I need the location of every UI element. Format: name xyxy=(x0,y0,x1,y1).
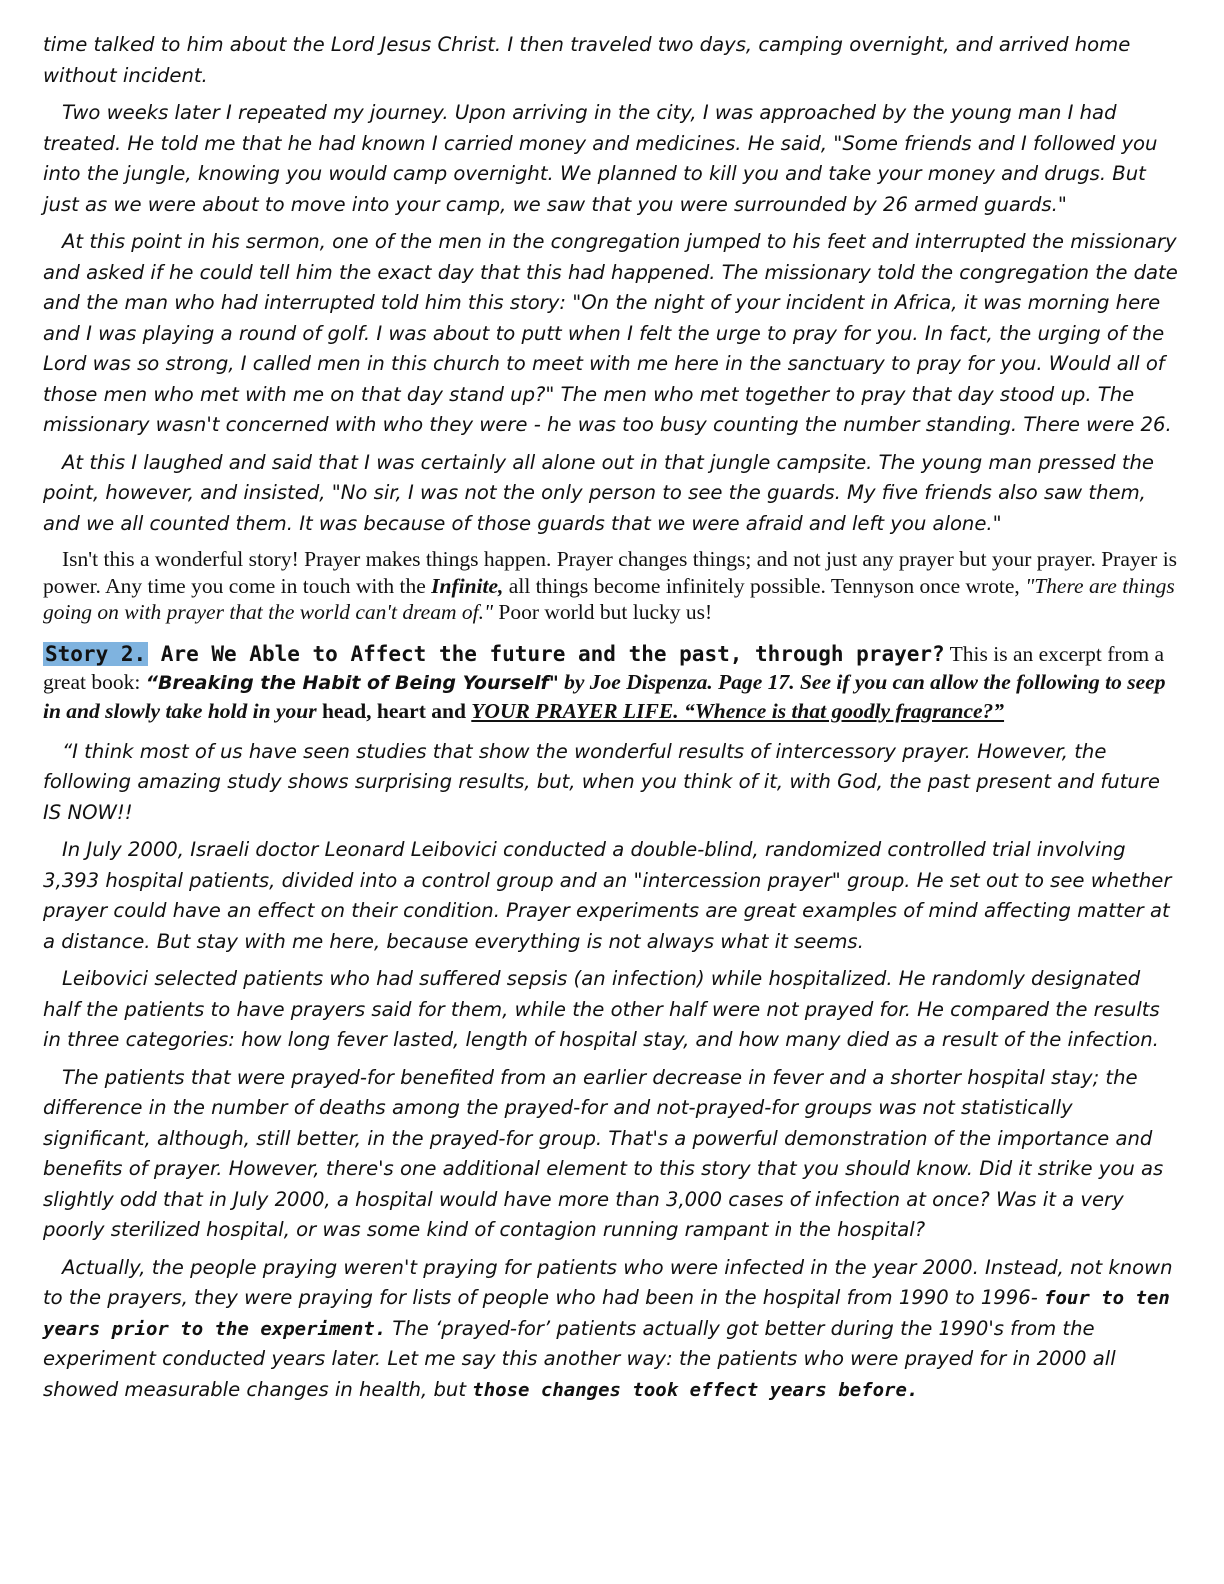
paragraph-7: In July 2000, Israeli doctor Leonard Leibovici conducted a double-blind, randomized controlled trial involving 3,393 hospital patients, divided into a control group and an "intercession prayer" group. He set out to see whether prayer could have an effect on their condition. Prayer experiments are great examples of mind affecting matter at a distance. But stay with me here, because everything is not always what it seems. xyxy=(43,838,1172,953)
book-title: “Breaking the Habit of Being Yourself" xyxy=(145,671,559,694)
paragraph-4: At this I laughed and said that I was certainly all alone out in that jungle campsite. The young man pressed the point, however, and insisted, "No sir, I was not the only person to see the guards. My five friends also saw them, and we all counted them. It was because of those guards that we were afraid and left you alone." xyxy=(43,450,1154,535)
book-author: by Joe Dispenza. Page 17. See if you can allow the following to seep in and slowly take hold in your xyxy=(43,669,1166,723)
paragraph-5 xyxy=(43,546,1183,626)
story-intro: This is an excerpt from a great book: xyxy=(43,641,1164,694)
story-2-heading xyxy=(43,640,1183,725)
infinite-emphasis: Infinite, xyxy=(431,573,504,598)
paragraph-8: Leibovici selected patients who had suffered sepsis (an infection) while hospitalized. He randomly designated half the patients to have prayers said for them, while the other half were not prayed for. He compared the results in three categories: how long fever lasted, length of hospital stay, and how many died as a result of the infection. xyxy=(43,967,1160,1051)
tennyson-quote: "There are things going on with prayer that the world can't dream of." xyxy=(43,573,1175,624)
paragraph-9: The patients that were prayed-for benefited from an earlier decrease in fever and a shorter hospital stay; the difference in the number of deaths among the prayed-for and not-prayed-for groups was not statistically significant, although, still better, in the prayed-for group. That's a powerful demonstration of the importance and benefits of prayer. However, there's one additional element to this story that you should know. Did it strike you as slightly odd that in July 2000, a hospital would have more than 3,000 cases of infection at once? Was it a very poorly sterilized hospital, or was some kind of contagion running rampant in the hospital? xyxy=(43,1065,1164,1241)
prayer-life-underlined: YOUR PRAYER LIFE. “Whence is that goodly fragrance?” xyxy=(471,698,1005,723)
paragraph-6: “I think most of us have seen studies that show the wonderful results of intercessory prayer. However, the following amazing study shows surprising results, but, when you think of it, with God, the past present and future IS NOW!! xyxy=(43,739,1160,824)
document-page xyxy=(43,30,1183,1405)
paragraph-1: time talked to him about the Lord Jesus Christ. I then traveled two days, camping overnight, and arrived home without incident. xyxy=(43,33,1131,87)
head-heart-text: head, heart and xyxy=(316,698,472,723)
paragraph-5-text-c: all things become infinitely possible. Tennyson once wrote, xyxy=(503,573,1026,598)
paragraph-5-text-a: Isn't this a wonderful story! Prayer makes things happen. Prayer changes things; and not just any prayer but your prayer. Prayer is power. Any time you come in touch with the xyxy=(43,547,1178,598)
paragraph-3: At this point in his sermon, one of the men in the congregation jumped to his feet and interrupted the missionary and asked if he could tell him the exact day that this had happened. The missionary told the congregation the date and the man who had interrupted told him this story: "On the night of your incident in Africa, it was morning here and I was playing a round of golf. I was about to putt when I felt the urge to pray for you. In fact, the urging of the Lord was so strong, I called men in this church to meet with me here in the sanctuary to pray for you. Would all of those men who met with me on that day stand up?" The men who met together to pray that day stood up. The missionary wasn't concerned with who they were - he was too busy counting the number standing. There were 26. xyxy=(43,230,1178,436)
paragraph-10-text-c: The ‘prayed-for’ patients actually got better during the 1990's from the experiment conducted years later. Let me say this another way: the patients who were prayed for in 2000 all showed measurable changes in health, but xyxy=(43,1316,1116,1401)
paragraph-10 xyxy=(43,1253,1183,1406)
story-title: Are We Able to Affect the future and the past, through prayer? xyxy=(148,641,945,666)
paragraph-2: Two weeks later I repeated my journey. Upon arriving in the city, I was approached by the young man I had treated. He told me that he had known I carried money and medicines. He said, "Some friends and I followed you into the jungle, knowing you would camp overnight. We planned to kill you and take your money and drugs. But just as we were about to move into your camp, we saw that you were surrounded by 26 armed guards." xyxy=(43,101,1158,216)
paragraph-10-text-a: Actually, the people praying weren't praying for patients who were infected in the year 2000. Instead, not known to the prayers, they were praying for lists of people who had been in the hospital from 1990 to 1996- xyxy=(43,1255,1173,1309)
story-label-highlight: Story 2. xyxy=(45,641,147,666)
paragraph-10-emphasis-2: those changes took effect years before. xyxy=(472,1378,919,1401)
paragraph-5-text-e: Poor world but lucky us! xyxy=(492,600,713,624)
paragraph-10-emphasis-1: four to ten years prior to the experiment. xyxy=(43,1287,1170,1340)
